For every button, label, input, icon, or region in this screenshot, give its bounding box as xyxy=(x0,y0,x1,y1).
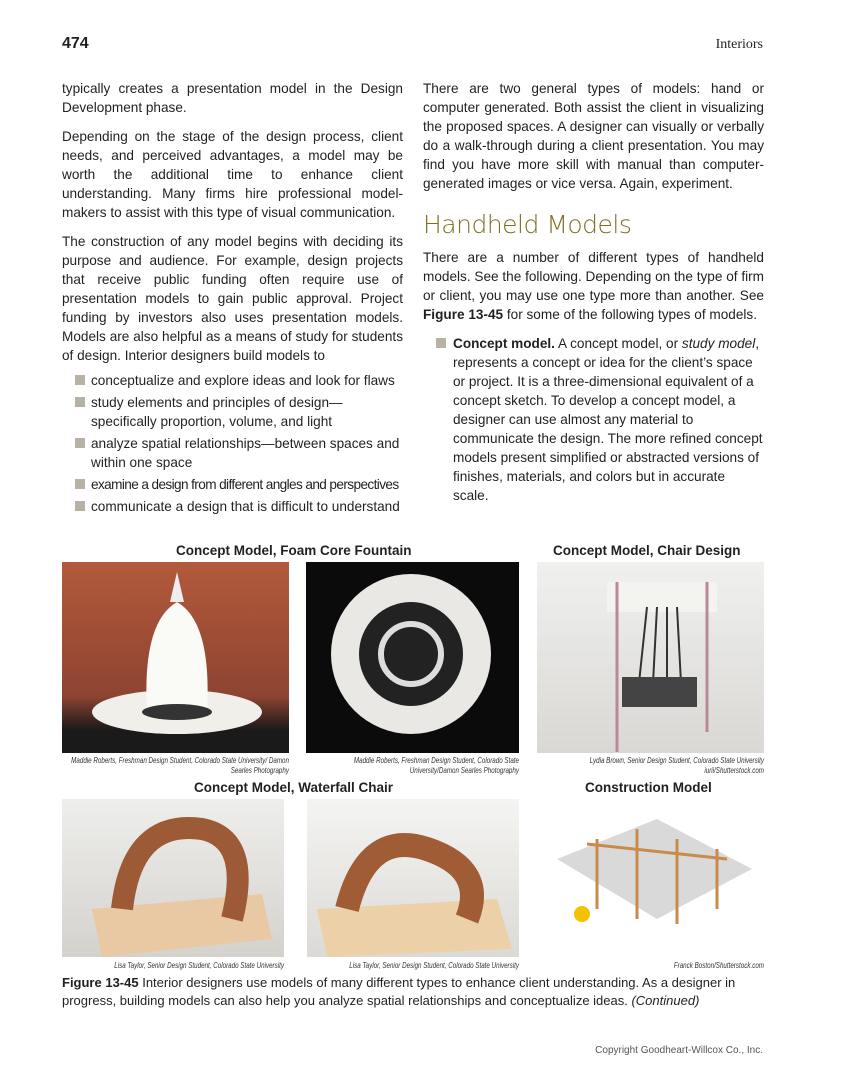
paragraph: typically creates a presentation model in the Design Development phase. xyxy=(62,81,403,115)
paragraph xyxy=(423,248,764,324)
list-item-text: conceptualize and explore ideas and look for flaws xyxy=(91,373,395,388)
bullet-square-icon xyxy=(75,438,85,448)
clock-model-illustration xyxy=(306,562,519,753)
figure-title: Concept Model, Chair Design xyxy=(553,543,741,558)
photo-credit: Maddie Roberts, Freshman Design Student, Colorado State University/ Damon Searles Photography xyxy=(71,756,290,775)
construction-model-illustration xyxy=(537,799,764,957)
paragraph: There are two general types of models: hand or computer generated. Both assist the client in visualizing the proposed spaces. A designer can visually or verbally do a walk-through during a client presentation. You may find you have more skill with manual than computer-generated images or vice versa. Again, experiment. xyxy=(423,81,764,191)
bullet-square-icon xyxy=(75,375,85,385)
text: A concept model, or xyxy=(554,336,682,351)
waterfall-chair-photo-1 xyxy=(62,799,284,957)
list-item xyxy=(423,334,764,505)
figure-title: Concept Model, Waterfall Chair xyxy=(194,780,394,795)
construction-model-photo xyxy=(537,799,764,957)
paragraph: Depending on the stage of the design process, client needs, and perceived advantages, a model may be worth the additional time to enhance client understanding. Many firms hire professional model-makers to assist with this type of visual communication. xyxy=(62,129,403,220)
list-item-text: communicate a design that is difficult to understand xyxy=(91,499,400,514)
list-item xyxy=(62,371,403,390)
copyright: Copyright Goodheart-Willcox Co., Inc. xyxy=(595,1045,763,1056)
bullet-square-icon xyxy=(436,338,446,348)
waterfall-chair-illustration xyxy=(307,799,519,957)
fountain-model-photo xyxy=(62,562,289,753)
figure-reference: Figure 13-45 xyxy=(423,307,504,322)
list-item xyxy=(62,475,403,494)
bullet-square-icon xyxy=(75,479,85,489)
list-item-text: analyze spatial relationships—between spaces and within one space xyxy=(91,436,400,470)
bullet-list xyxy=(423,334,764,505)
fountain-model-illustration xyxy=(62,562,289,753)
photo-credit: Lisa Taylor, Senior Design Student, Colorado State University xyxy=(349,961,519,970)
page-number: 474 xyxy=(62,35,89,52)
paragraph: The construction of any model begins with deciding its purpose and audience. For example, design projects that receive public funding often require use of presentation models to gain public approval. Project funding by investors also uses presentation models. Models are also helpful as a means of study for students of design. Interior designers build models to xyxy=(62,234,403,363)
photo-credit: Franck Boston/Shutterstock.com xyxy=(673,961,764,970)
figure-title: Construction Model xyxy=(585,780,712,795)
photo-credit: Lydia Brown, Senior Design Student, Colorado State University iurii/Shutterstock.com xyxy=(589,756,764,775)
continued-note: (Continued) xyxy=(631,993,700,1008)
term: Concept model. xyxy=(453,336,555,351)
list-item xyxy=(62,393,403,431)
term-alt: study model xyxy=(681,336,756,351)
list-item-text: study elements and principles of design—specifically proportion, volume, and light xyxy=(91,395,343,429)
bullet-list xyxy=(62,371,403,516)
left-column xyxy=(62,79,403,519)
figure-caption xyxy=(62,974,764,1010)
bullet-square-icon xyxy=(75,397,85,407)
chair-model-illustration xyxy=(537,562,764,753)
text: There are a number of different types of handheld models. See the following. Depending on the type of firm or client, you may use one type more than another. See xyxy=(423,250,764,303)
photo-credit: Maddie Roberts, Freshman Design Student, Colorado State University/Damon Searles Photography xyxy=(353,756,519,775)
waterfall-chair-illustration xyxy=(62,799,284,957)
list-item xyxy=(62,434,403,472)
caption-text: Interior designers use models of many different types to enhance client understanding. As a designer in progress, building models can also help you analyze spatial relationships and conceptualize ideas. xyxy=(62,975,736,1008)
bullet-square-icon xyxy=(75,501,85,511)
list-item xyxy=(62,497,403,516)
clock-model-photo xyxy=(306,562,519,753)
running-head: Interiors xyxy=(715,37,763,52)
waterfall-chair-photo-2 xyxy=(307,799,519,957)
figure-title: Concept Model, Foam Core Fountain xyxy=(176,543,412,558)
text: for some of the following types of models. xyxy=(503,307,757,322)
section-heading: Handheld Models xyxy=(423,210,632,239)
chair-model-photo xyxy=(537,562,764,753)
photo-credit: Lisa Taylor, Senior Design Student, Colorado State University xyxy=(114,961,284,970)
list-item-text: examine a design from different angles and perspectives xyxy=(91,477,399,492)
figure-label: Figure 13-45 xyxy=(62,975,139,990)
right-column xyxy=(423,79,764,508)
text: , represents a concept or idea for the client’s space or project. It is a three-dimensional equivalent of a concept sketch. To develop a concept model, a designer can use almost any material to communicate the design. The more refined concept models present simplified or abstracted versions of finishes, materials, and colors but in accurate scale. xyxy=(453,336,763,503)
